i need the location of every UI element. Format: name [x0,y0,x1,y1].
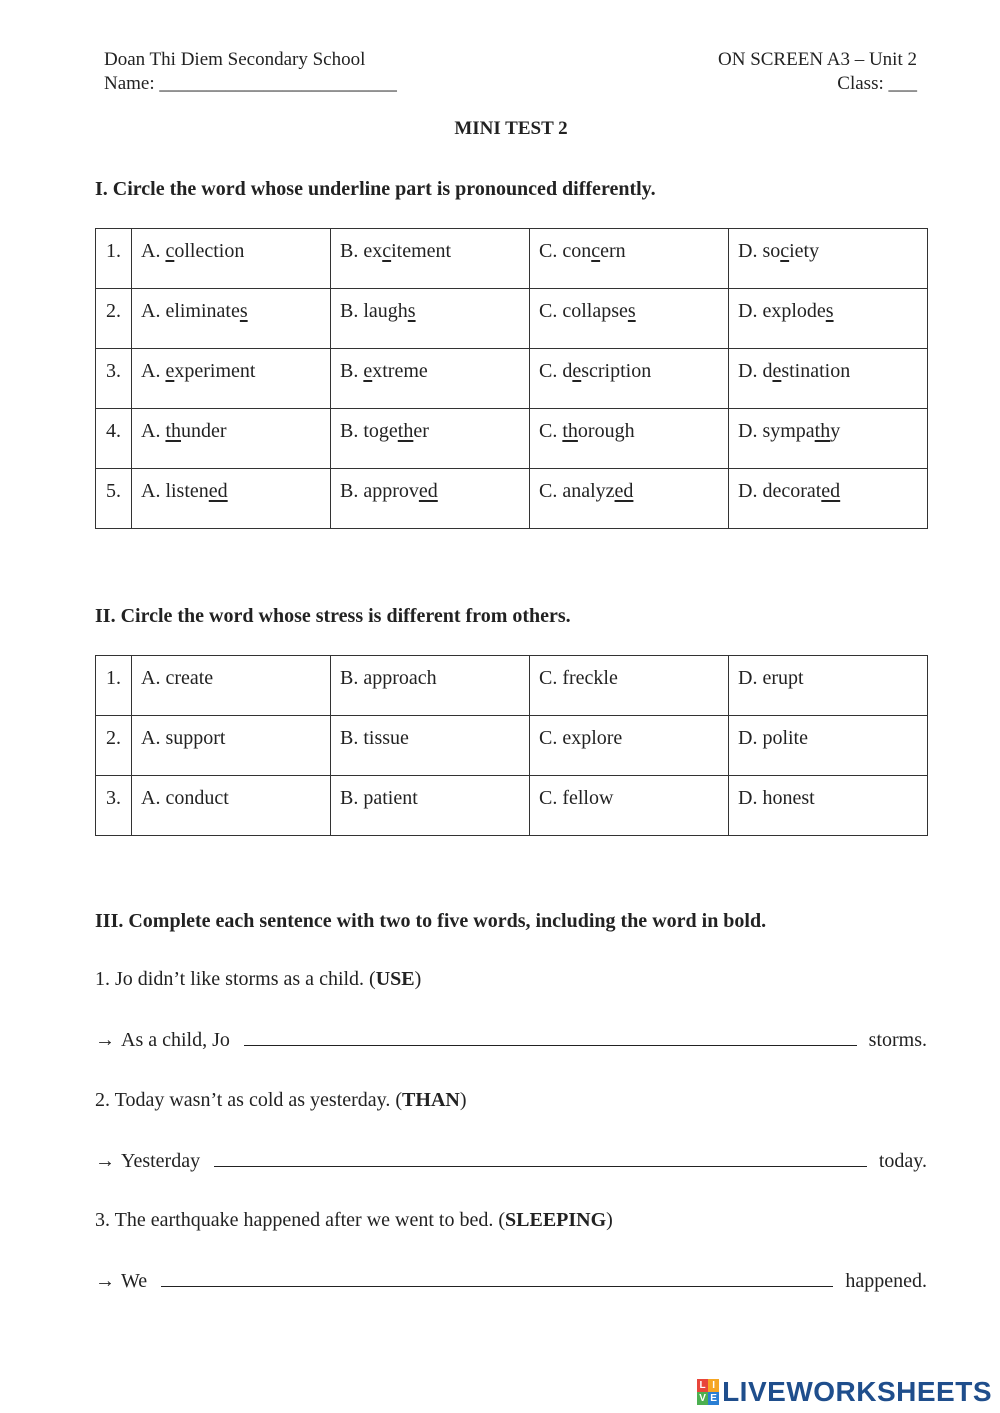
prompt-text: 2. Today wasn’t as cold as yesterday. ( [95,1089,403,1111]
option-text: stination [781,360,851,382]
option-text: C. analyz [539,480,615,502]
option-text: xtreme [372,360,428,382]
underlined-part: c [780,240,790,262]
section1-heading: I. Circle the word whose underline part is pronounced differently. [95,178,656,200]
question-number: 2. [96,289,132,349]
answer-option[interactable] [530,409,729,469]
answer-line [95,1270,927,1293]
option-text: C. collapse [539,300,628,322]
prompt-text: 3. The earthquake happened after we went to bed. ( [95,1209,506,1231]
option-text: ollection [174,240,245,262]
option-text: ern [600,240,626,262]
answer-option[interactable]: D. honest [729,776,928,836]
underlined-part: s [627,300,636,322]
option-text: B. [340,360,364,382]
answer-line [95,1150,927,1173]
underlined-part: c [382,240,392,262]
option-text: itement [391,240,452,262]
answer-option[interactable]: A. create [132,656,331,716]
option-text: C. d [539,360,573,382]
table-row [96,776,928,836]
underlined-part: s [825,300,834,322]
logo-letter: V [697,1392,708,1405]
answer-option[interactable] [530,469,729,529]
answer-option[interactable] [331,349,530,409]
pronunciation-table [95,228,928,529]
answer-end: today. [878,1150,927,1172]
answer-option[interactable]: D. erupt [729,656,928,716]
answer-option[interactable] [132,289,331,349]
answer-option[interactable]: B. tissue [331,716,530,776]
answer-option[interactable] [331,409,530,469]
option-text: D. decorat [738,480,822,502]
option-text: D. so [738,240,781,262]
question-number: 1. [96,229,132,289]
prompt-text: 1. Jo didn’t like storms as a child. ( [95,968,376,990]
answer-option[interactable] [331,469,530,529]
answer-option[interactable]: A. conduct [132,776,331,836]
table-row [96,716,928,776]
page-title: MINI TEST 2 [454,118,568,139]
sentence-prompt [95,1209,927,1232]
answer-option[interactable] [132,469,331,529]
answer-line [95,1029,927,1052]
option-text: C. con [539,240,592,262]
underlined-part: th [562,420,578,442]
prompt-close: ) [606,1209,613,1231]
logo-text: LIVEWORKSHEETS [722,1376,992,1407]
answer-start: We [121,1270,148,1292]
underlined-part: s [239,300,248,322]
logo-letter: L [697,1379,708,1392]
option-text: A. eliminate [141,300,240,322]
underlined-part: ed [418,480,438,502]
answer-end: storms. [868,1029,927,1051]
answer-option[interactable]: C. explore [530,716,729,776]
arrow-icon: → [95,1270,115,1292]
question-number: 3. [96,349,132,409]
answer-option[interactable]: B. patient [331,776,530,836]
underlined-part: e [772,360,782,382]
section3-heading: III. Complete each sentence with two to five words, including the word in bold. [95,910,767,932]
option-text: B. laugh [340,300,408,322]
answer-option[interactable] [729,469,928,529]
option-text: D. d [738,360,773,382]
option-text: xperiment [174,360,256,382]
answer-start: Yesterday [121,1150,201,1172]
answer-option[interactable] [331,289,530,349]
option-text: er [413,420,429,442]
underlined-part: th [814,420,831,442]
option-text: iety [789,240,820,262]
option-text: B. approv [340,480,419,502]
answer-option[interactable]: B. approach [331,656,530,716]
option-text: B. toge [340,420,398,442]
answer-blank[interactable] [161,1270,833,1287]
answer-option[interactable]: D. polite [729,716,928,776]
option-text: orough [577,420,635,442]
section2-heading: II. Circle the word whose stress is different from others. [95,605,571,627]
option-text: y [830,420,841,442]
table-row [96,229,928,289]
class-field[interactable]: Class: ___ [837,73,917,94]
answer-option[interactable] [530,289,729,349]
keyword: USE [375,968,415,990]
liveworksheets-logo [697,1376,992,1408]
prompt-close: ) [459,1089,467,1111]
option-text: A. listen [141,480,209,502]
answer-option[interactable] [729,229,928,289]
answer-option[interactable]: A. support [132,716,331,776]
option-text: A. [141,240,166,262]
answer-start: As a child, Jo [121,1029,230,1051]
option-text: under [181,420,227,442]
table-row [96,469,928,529]
table-row [96,289,928,349]
option-text: A. [141,420,166,442]
underlined-part: s [407,300,416,322]
answer-option[interactable] [132,229,331,289]
underlined-part: ed [821,480,841,502]
school-name: Doan Thi Diem Secondary School [104,49,366,70]
arrow-icon: → [95,1029,115,1051]
course-label: ON SCREEN A3 – Unit 2 [718,49,917,70]
underlined-part: c [591,240,601,262]
underlined-part: th [397,420,414,442]
question-number: 3. [96,776,132,836]
prompt-close: ) [414,968,422,990]
answer-option[interactable] [132,409,331,469]
answer-option[interactable]: C. fellow [530,776,729,836]
table-row [96,349,928,409]
underlined-part: e [363,360,373,382]
logo-letter: I [708,1379,719,1392]
name-field[interactable]: Name: _________________________ [104,73,397,94]
sentence-prompt [95,968,927,991]
underlined-part: e [572,360,582,382]
answer-option[interactable] [729,349,928,409]
question-number: 4. [96,409,132,469]
answer-end: happened. [845,1270,927,1292]
sentence-prompt [95,1089,927,1112]
table-row [96,656,928,716]
logo-letter: E [708,1392,719,1405]
question-number: 1. [96,656,132,716]
underlined-part: ed [614,480,634,502]
logo-icon [697,1379,719,1405]
option-text: D. explode [738,300,826,322]
answer-option[interactable]: C. freckle [530,656,729,716]
arrow-icon: → [95,1150,115,1172]
keyword: SLEEPING [505,1209,607,1231]
keyword: THAN [402,1089,460,1111]
question-number: 5. [96,469,132,529]
answer-option[interactable] [331,229,530,289]
option-text: C. [539,420,563,442]
option-text: B. ex [340,240,383,262]
answer-option[interactable] [530,349,729,409]
answer-blank[interactable] [214,1150,867,1167]
underlined-part: th [165,420,182,442]
option-text: scription [581,360,652,382]
question-number: 2. [96,716,132,776]
answer-option[interactable] [530,229,729,289]
answer-option[interactable] [132,349,331,409]
option-text: A. [141,360,166,382]
answer-blank[interactable] [244,1029,857,1046]
table-row [96,409,928,469]
underlined-part: e [165,360,175,382]
underlined-part: ed [208,480,228,502]
answer-option[interactable] [729,409,928,469]
answer-option[interactable] [729,289,928,349]
option-text: D. sympa [738,420,815,442]
stress-table [95,655,928,836]
underlined-part: c [165,240,175,262]
